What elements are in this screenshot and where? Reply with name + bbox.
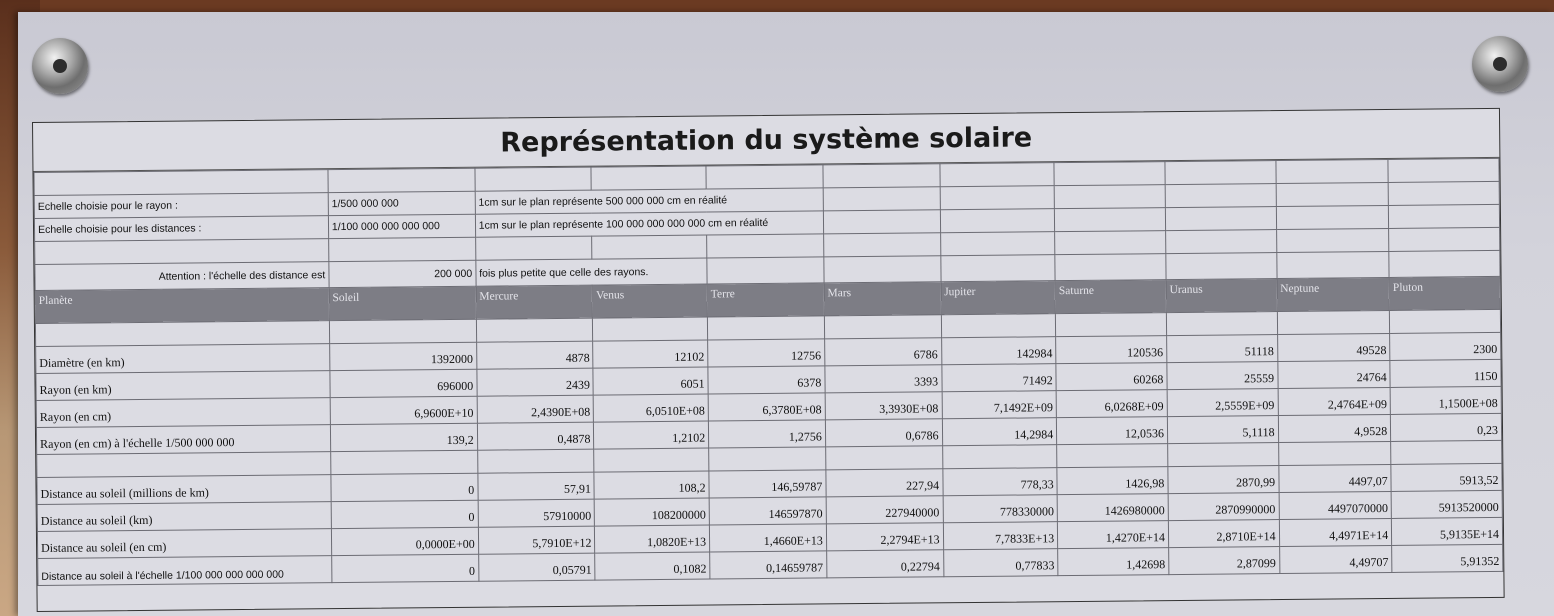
value-cell: 1426,98	[1057, 467, 1168, 495]
row-label: Rayon (en km)	[36, 371, 330, 401]
value-cell: 778330000	[943, 495, 1058, 523]
header-cell: Soleil	[329, 286, 476, 320]
attention-value: 200 000	[329, 260, 476, 287]
value-cell: 0,77833	[943, 549, 1058, 577]
value-cell: 4,4971E+14	[1279, 518, 1392, 546]
value-cell: 5913,52	[1391, 463, 1502, 491]
radius-scale-label: Echelle choisie pour le rayon :	[34, 193, 328, 219]
value-cell: 4,9528	[1278, 414, 1391, 442]
value-cell: 57,91	[478, 472, 595, 500]
distance-scale-value: 1/100 000 000 000 000	[328, 214, 475, 238]
value-cell: 6,3780E+08	[708, 393, 825, 421]
header-cell: Mars	[824, 282, 941, 316]
row-label: Distance au soleil (en cm)	[37, 529, 331, 559]
header-cell: Neptune	[1277, 277, 1390, 311]
value-cell: 12102	[593, 340, 708, 368]
value-cell: 5913520000	[1391, 490, 1502, 518]
value-cell: 2,4764E+09	[1278, 387, 1391, 415]
value-cell: 49528	[1277, 333, 1390, 361]
value-cell: 139,2	[330, 423, 477, 451]
radius-scale-value: 1/500 000 000	[328, 191, 475, 215]
value-cell: 71492	[941, 364, 1056, 392]
value-cell: 25559	[1167, 362, 1278, 390]
value-cell: 6,0510E+08	[594, 394, 709, 422]
value-cell: 0,1082	[595, 552, 710, 580]
value-cell: 6,9600E+10	[330, 396, 477, 424]
value-cell: 4878	[476, 341, 593, 369]
distance-scale-label: Echelle choisie pour les distances :	[34, 216, 328, 242]
value-cell: 51118	[1166, 335, 1277, 363]
value-cell: 5,91352	[1392, 544, 1503, 572]
value-cell: 227940000	[826, 496, 943, 524]
value-cell: 12,0536	[1057, 417, 1168, 445]
value-cell: 12756	[708, 339, 825, 367]
value-cell: 2439	[477, 368, 594, 396]
value-cell: 2870,99	[1168, 466, 1279, 494]
value-cell: 0,0000E+00	[331, 527, 478, 555]
header-cell: Planète	[35, 288, 329, 324]
value-cell: 146597870	[709, 497, 826, 525]
table-title: Représentation du système solaire	[33, 109, 1499, 172]
left-washer	[32, 38, 88, 94]
value-cell: 120536	[1056, 336, 1167, 364]
solar-system-table	[32, 108, 1505, 612]
value-cell: 5,1118	[1167, 416, 1278, 444]
attention-note: fois plus petite que celle des rayons.	[476, 258, 708, 286]
value-cell: 2,87099	[1169, 547, 1280, 575]
row-label: Rayon (en cm) à l'échelle 1/500 000 000	[36, 425, 330, 455]
value-cell: 4497,07	[1278, 464, 1391, 492]
value-cell: 778,33	[942, 468, 1057, 496]
value-cell: 57910000	[478, 499, 595, 527]
value-cell: 0,23	[1391, 413, 1502, 441]
value-cell: 108200000	[595, 498, 710, 526]
attention-label: Attention : l'échelle des distance est	[35, 262, 329, 291]
value-cell: 5,9135E+14	[1392, 517, 1503, 545]
value-cell: 1426980000	[1057, 494, 1168, 522]
header-cell: Uranus	[1166, 279, 1277, 313]
value-cell: 2870990000	[1168, 493, 1279, 521]
value-cell: 0	[331, 554, 478, 582]
value-cell: 2,5559E+09	[1167, 389, 1278, 417]
distance-scale-note: 1cm sur le plan représente 100 000 000 000 000 cm en réalité	[475, 211, 823, 237]
header-cell: Terre	[707, 283, 824, 317]
value-cell: 1,4660E+13	[709, 524, 826, 552]
value-cell: 4,49707	[1279, 545, 1392, 573]
row-label: Diamètre (en km)	[36, 344, 330, 374]
value-cell: 146,59787	[709, 470, 826, 498]
value-cell: 1392000	[329, 342, 476, 370]
value-cell: 1150	[1390, 359, 1501, 387]
value-cell: 1,1500E+08	[1390, 386, 1501, 414]
value-cell: 0	[331, 473, 478, 501]
distance-rows	[37, 463, 1503, 585]
value-cell: 1,4270E+14	[1058, 521, 1169, 549]
value-cell: 1,0820E+13	[595, 525, 710, 553]
value-cell: 0	[331, 500, 478, 528]
value-cell: 3393	[825, 365, 942, 393]
value-cell: 108,2	[594, 471, 709, 499]
header-cell: Venus	[592, 284, 707, 318]
row-label: Distance au soleil (millions de km)	[37, 475, 331, 505]
value-cell: 1,2102	[594, 421, 709, 449]
row-label: Distance au soleil (km)	[37, 502, 331, 532]
value-cell: 6,0268E+09	[1056, 390, 1167, 418]
value-cell: 7,1492E+09	[942, 391, 1057, 419]
header-cell: Jupiter	[941, 281, 1056, 315]
header-cell: Pluton	[1389, 276, 1500, 310]
value-cell: 14,2984	[942, 418, 1057, 446]
value-cell: 2,4390E+08	[477, 395, 594, 423]
value-cell: 0,4878	[477, 422, 594, 450]
row-label: Distance au soleil à l'échelle 1/100 000 000 000 000	[38, 556, 332, 586]
radius-scale-note: 1cm sur le plan représente 500 000 000 cm en réalité	[475, 188, 823, 214]
value-cell: 6378	[708, 366, 825, 394]
value-cell: 0,05791	[478, 553, 595, 581]
value-cell: 2300	[1390, 332, 1501, 360]
value-cell: 4497070000	[1279, 491, 1392, 519]
radius-rows	[36, 332, 1502, 454]
header-cell: Saturne	[1055, 280, 1166, 314]
value-cell: 5,7910E+12	[478, 526, 595, 554]
value-cell: 0,6786	[825, 419, 942, 447]
value-cell: 6051	[593, 367, 708, 395]
value-cell: 227,94	[826, 469, 943, 497]
value-cell: 24764	[1277, 360, 1390, 388]
value-cell: 60268	[1056, 363, 1167, 391]
header-cell: Mercure	[476, 285, 593, 319]
value-cell: 1,42698	[1058, 548, 1169, 576]
value-cell: 1,2756	[708, 420, 825, 448]
value-cell: 3,3930E+08	[825, 392, 942, 420]
value-cell: 2,8710E+14	[1168, 520, 1279, 548]
data-table	[33, 158, 1503, 586]
value-cell: 0,22794	[826, 550, 943, 578]
row-label: Rayon (en cm)	[36, 398, 330, 428]
value-cell: 2,2794E+13	[826, 523, 943, 551]
value-cell: 142984	[941, 337, 1056, 365]
paper-sheet	[18, 12, 1554, 616]
right-washer	[1472, 36, 1528, 92]
value-cell: 7,7833E+13	[943, 522, 1058, 550]
value-cell: 0,14659787	[710, 551, 827, 579]
value-cell: 696000	[330, 369, 477, 397]
value-cell: 6786	[824, 338, 941, 366]
